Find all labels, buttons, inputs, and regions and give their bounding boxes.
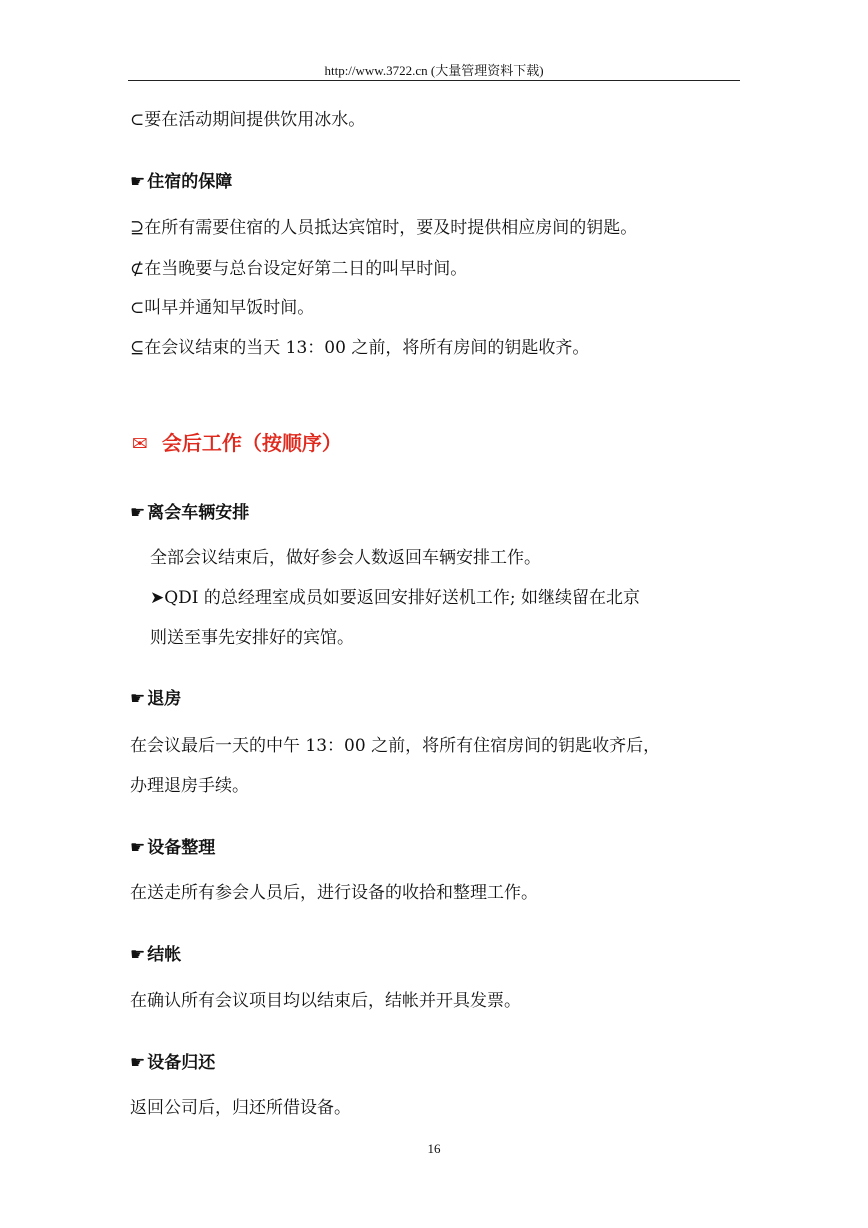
envelope-icon: ✉: [132, 433, 148, 455]
heading-text: 设备整理: [147, 838, 216, 858]
text-line: ⊄在当晚要与总台设定好第二日的叫早时间。: [130, 259, 468, 279]
heading-equipment-return: [130, 1052, 215, 1074]
heading-text: 设备归还: [147, 1053, 216, 1073]
text-line: 全部会议结束后，做好参会人数返回车辆安排工作。: [150, 548, 541, 568]
pointing-hand-icon: ☛: [130, 172, 146, 192]
section-title: [132, 430, 342, 457]
pointing-hand-icon: ☛: [130, 1053, 146, 1073]
text-line: 返回公司后，归还所借设备。: [130, 1098, 351, 1118]
pointing-hand-icon: ☛: [130, 838, 146, 858]
header-rule: [128, 80, 740, 81]
pointing-hand-icon: ☛: [130, 945, 146, 965]
heading-text: 结帐: [147, 945, 182, 965]
section-title-text: 会后工作（按顺序）: [161, 431, 342, 455]
text-line: ⊂要在活动期间提供饮用冰水。: [130, 110, 366, 130]
heading-checkout: [130, 688, 181, 710]
page-header: http://www.3722.cn (大量管理资料下载): [324, 63, 544, 78]
text-line: 在会议最后一天的中午 13：00 之前，将所有住宿房间的钥匙收齐后，: [130, 736, 661, 756]
page-number: 16: [427, 1141, 441, 1156]
text-line: ➤QDI 的总经理室成员如要返回安排好送机工作; 如继续留在北京: [150, 588, 641, 608]
pointing-hand-icon: ☛: [130, 503, 146, 523]
text-line: 在确认所有会议项目均以结束后，结帐并开具发票。: [130, 991, 521, 1011]
heading-text: 退房: [147, 689, 182, 709]
text-line: ⊆在会议结束的当天 13：00 之前，将所有房间的钥匙收齐。: [130, 338, 590, 358]
text-line: 办理退房手续。: [130, 776, 249, 796]
heading-lodging: [130, 171, 232, 193]
text-line: 在送走所有参会人员后，进行设备的收拾和整理工作。: [130, 883, 538, 903]
pointing-hand-icon: ☛: [130, 689, 146, 709]
heading-text: 住宿的保障: [147, 172, 233, 192]
text-line: ⊂叫早并通知早饭时间。: [130, 298, 315, 318]
text-line: ⊇在所有需要住宿的人员抵达宾馆时，要及时提供相应房间的钥匙。: [130, 218, 638, 238]
heading-vehicle: [130, 502, 249, 524]
text-line: 则送至事先安排好的宾馆。: [150, 628, 354, 648]
heading-billing: [130, 944, 181, 966]
heading-text: 离会车辆安排: [147, 503, 250, 523]
heading-equipment: [130, 837, 215, 859]
